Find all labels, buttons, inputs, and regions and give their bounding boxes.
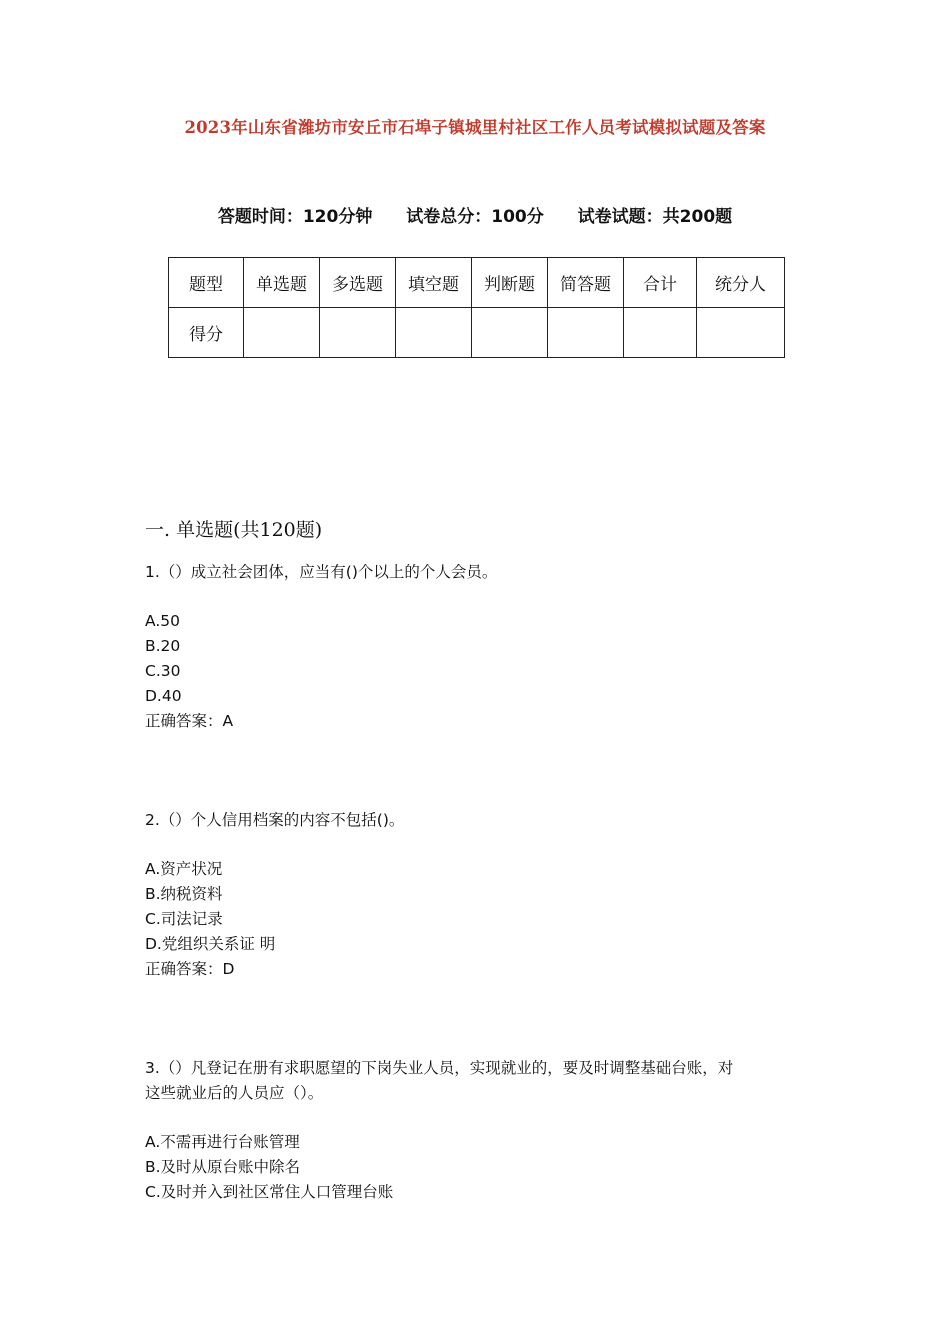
score-cell — [396, 308, 472, 358]
option: A.不需再进行台账管理 — [145, 1133, 300, 1151]
exam-question-count: 试卷试题：共200题 — [577, 207, 733, 227]
score-row-label: 得分 — [169, 308, 244, 358]
option: A.50 — [145, 612, 180, 630]
option: B.及时从原台账中除名 — [145, 1158, 301, 1176]
exam-info — [0, 202, 950, 227]
score-cell — [624, 308, 697, 358]
score-cell — [244, 308, 320, 358]
section-heading: 一. 单选题(共120题) — [145, 519, 323, 541]
score-header-cell: 多选题 — [320, 258, 396, 308]
answer: 正确答案：D — [145, 960, 235, 978]
score-header-cell: 填空题 — [396, 258, 472, 308]
option: D.40 — [145, 687, 182, 705]
score-header-cell: 单选题 — [244, 258, 320, 308]
score-cell — [320, 308, 396, 358]
option: B.纳税资料 — [145, 885, 223, 903]
score-header-cell: 合计 — [624, 258, 697, 308]
question-1 — [145, 560, 815, 734]
option: C.司法记录 — [145, 910, 223, 928]
option: B.20 — [145, 637, 181, 655]
answer: 正确答案：A — [145, 712, 234, 730]
question-stem: 3.（）凡登记在册有求职愿望的下岗失业人员，实现就业的，要及时调整基础台账，对 — [145, 1059, 734, 1077]
score-header-cell: 统分人 — [697, 258, 785, 308]
question-2 — [145, 808, 815, 982]
page-title: 2023年山东省潍坊市安丘市石埠子镇城里村社区工作人员考试模拟试题及答案 — [184, 118, 766, 137]
question-stem: 1.（）成立社会团体，应当有()个以上的个人会员。 — [145, 563, 498, 581]
question-3 — [145, 1056, 815, 1205]
score-header-cell: 简答题 — [548, 258, 624, 308]
question-stem-continued: 这些就业后的人员应（）。 — [145, 1084, 324, 1102]
score-cell — [548, 308, 624, 358]
score-cell — [472, 308, 548, 358]
option: C.及时并入到社区常住人口管理台账 — [145, 1183, 394, 1201]
score-table — [168, 257, 785, 358]
question-stem: 2.（）个人信用档案的内容不包括()。 — [145, 811, 405, 829]
score-header-cell: 判断题 — [472, 258, 548, 308]
exam-time: 答题时间：120分钟 — [217, 207, 373, 227]
score-cell — [697, 308, 785, 358]
option: D.党组织关系证 明 — [145, 935, 276, 953]
option: A.资产状况 — [145, 860, 223, 878]
score-table-score-row — [169, 308, 785, 358]
exam-total-score: 试卷总分：100分 — [406, 207, 544, 227]
option: C.30 — [145, 662, 181, 680]
score-header-cell: 题型 — [169, 258, 244, 308]
score-table-header-row — [169, 258, 785, 308]
